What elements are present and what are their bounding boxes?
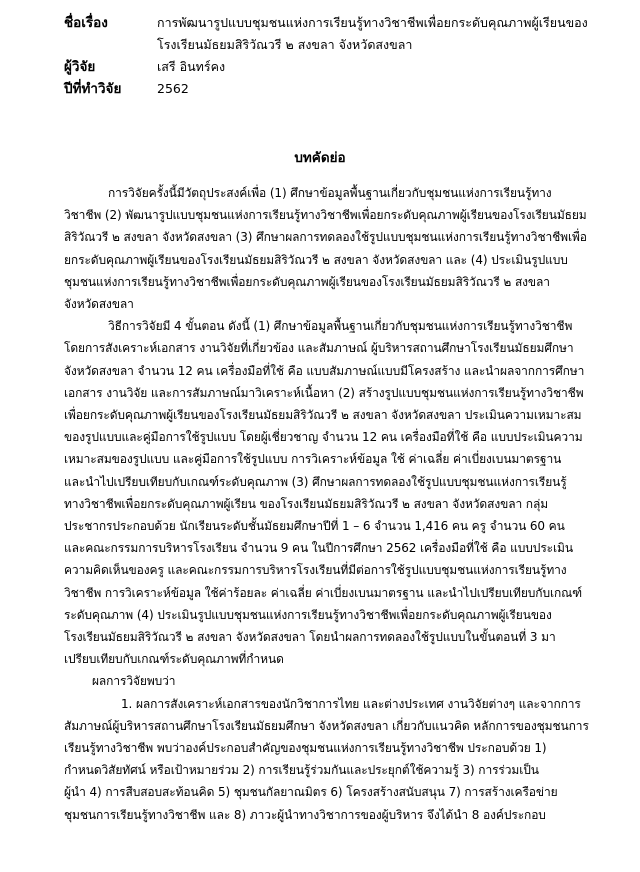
paragraph-line: และคณะกรรมการบริหารโรงเรียน จำนวน 9 คน ในปีการศึกษา 2562 เครื่องมือที่ใช้ คือ แบบประเมิน bbox=[64, 541, 573, 556]
paragraph-line: 1. ผลการสังเคราะห์เอกสารของนักวิชาการไทย และต่างประเทศ งานวิจัยต่างๆ และจากการ bbox=[121, 696, 581, 711]
title-row bbox=[64, 12, 624, 56]
research-title bbox=[157, 12, 624, 56]
paragraph-line: กำหนดวิสัยทัศน์ หรือเป้าหมายร่วม 2) การเรียนรู้ร่วมกันและประยุกต์ใช้ความรู้ 3) การร่วมเป็น bbox=[64, 763, 539, 778]
paragraph-line: โดยการสังเคราะห์เอกสาร งานวิจัยที่เกี่ยวข้อง และสัมภาษณ์ ผู้บริหารสถานศึกษาโรงเรียนมัธยมศึกษา bbox=[64, 341, 574, 356]
paragraph-line: จังหวัดสงขลา bbox=[64, 297, 134, 312]
paragraph-line: ของรูปแบบและคู่มือการใช้รูปแบบ โดยผู้เชี่ยวชาญ จำนวน 12 คน เครื่องมือที่ใช้ คือ แบบประเมินความ bbox=[64, 430, 583, 445]
paragraph-line: เพื่อยกระดับคุณภาพผู้เรียนของโรงเรียนมัธยมสิริวัณวรี ๒ สงขลา จังหวัดสงขลา ประเมินความเหมาะสม bbox=[64, 408, 582, 423]
researcher-label: ผู้วิจัย bbox=[64, 59, 96, 75]
paragraph-line: ระดับคุณภาพ (4) ประเมินรูปแบบชุมชนแห่งการเรียนรู้ทางวิชาชีพเพื่อยกระดับคุณภาพผู้เรียนของ bbox=[64, 607, 552, 622]
paragraph-line: จังหวัดสงขลา จำนวน 12 คน เครื่องมือที่ใช้ คือ แบบสัมภาษณ์แบบมีโครงสร้าง และนำผลจากการศึกษา bbox=[64, 363, 585, 378]
paragraph-line: ชุมชนการเรียนรู้ทางวิชาชีพ และ 8) ภาวะผู้นำทางวิชาการของผู้บริหาร จึงได้นำ 8 องค์ประกอบ bbox=[64, 807, 546, 822]
year-row bbox=[64, 78, 624, 100]
paragraph-line: ยกระดับคุณภาพผู้เรียนของโรงเรียนมัธยมสิริวัณวรี ๒ สงขลา จังหวัดสงขลา และ (4) ประเมินรูปแบบ bbox=[64, 252, 568, 267]
research-year: 2562 bbox=[157, 81, 189, 96]
paragraph-line: ผู้นำ 4) การสืบสอบสะท้อนคิด 5) ชุมชนกัลยาณมิตร 6) โครงสร้างสนับสนุน 7) การสร้างเครือข่าย bbox=[64, 785, 558, 800]
paragraph-line: การวิจัยครั้งนี้มีวัตถุประสงค์เพื่อ (1) ศึกษาข้อมูลพื้นฐานเกี่ยวกับชุมชนแห่งการเรียนรู้ทาง bbox=[108, 186, 552, 200]
abstract-heading: บทคัดย่อ bbox=[294, 150, 346, 166]
paragraph-line: สัมภาษณ์ผู้บริหารสถานศึกษาโรงเรียนมัธยมศึกษา จังหวัดสงขลา เกี่ยวกับแนวคิด หลักการของชุมชนการ bbox=[64, 718, 589, 733]
abstract-body bbox=[64, 182, 589, 826]
paragraph-line: เปรียบเทียบกับเกณฑ์ระดับคุณภาพที่กำหนด bbox=[64, 652, 284, 667]
paragraph-line: วิชาชีพ (2) พัฒนารูปแบบชุมชนแห่งการเรียนรู้ทางวิชาชีพเพื่อยกระดับคุณภาพผู้เรียนของโรงเรียนมัธยม bbox=[64, 208, 587, 223]
researcher-row bbox=[64, 56, 624, 78]
year-label: ปีที่ทำวิจัย bbox=[64, 81, 122, 97]
research-metadata bbox=[64, 12, 624, 100]
paragraph-line: ชุมชนแห่งการเรียนรู้ทางวิชาชีพเพื่อยกระดับคุณภาพผู้เรียนของโรงเรียนมัธยมสิริวัณวรี ๒ สงขลา bbox=[64, 274, 550, 289]
paragraph-line: ประชากรประกอบด้วย นักเรียนระดับชั้นมัธยมศึกษาปีที่ 1 – 6 จำนวน 1,416 คน ครู จำนวน 60 คน bbox=[64, 519, 565, 534]
paragraph-line: เหมาะสมของรูปแบบ และคู่มือการใช้รูปแบบ การวิเคราะห์ข้อมูล ใช้ ค่าเฉลี่ย ค่าเบี่ยงเบนมาตรฐาน bbox=[64, 452, 562, 467]
research-title-line: การพัฒนารูปแบบชุมชนแห่งการเรียนรู้ทางวิชาชีพเพื่อยกระดับคุณภาพผู้เรียนของ bbox=[157, 15, 588, 30]
paragraph-line: ความคิดเห็นของครู และคณะกรรมการบริหารโรงเรียนที่มีต่อการใช้รูปแบบชุมชนแห่งการเรียนรู้ทาง bbox=[64, 563, 567, 578]
paragraph-line: ทางวิชาชีพเพื่อยกระดับคุณภาพผู้เรียน ของโรงเรียนมัธยมสิริวัณวรี ๒ สงขลา จังหวัดสงขลา กลุ่ม bbox=[64, 496, 549, 511]
title-label: ชื่อเรื่อง bbox=[64, 15, 108, 31]
researcher-name: เสรี อินทร์คง bbox=[157, 59, 226, 74]
results-heading: ผลการวิจัยพบว่า bbox=[92, 674, 176, 689]
paragraph-line: วิธีการวิจัยมี 4 ขั้นตอน ดังนี้ (1) ศึกษาข้อมูลพื้นฐานเกี่ยวกับชุมชนแห่งการเรียนรู้ทางวิชาชีพ bbox=[108, 319, 573, 334]
research-title-line: โรงเรียนมัธยมสิริวัณวรี ๒ สงขลา จังหวัดสงขลา bbox=[157, 37, 413, 52]
results-paragraph bbox=[64, 693, 589, 826]
paragraph-line: สิริวัณวรี ๒ สงขลา จังหวัดสงขลา (3) ศึกษาผลการทดลองใช้รูปแบบชุมชนแห่งการเรียนรู้ทางวิชาชีพเพื่อ bbox=[64, 230, 587, 245]
paragraph-line: วิชาชีพ การวิเคราะห์ข้อมูล ใช้ค่าร้อยละ ค่าเฉลี่ย ค่าเบี่ยงเบนมาตรฐาน และนำไปเปรียบเทียบกับเกณฑ์ bbox=[64, 585, 583, 600]
paragraph-line: โรงเรียนมัธยมสิริวัณวรี ๒ สงขลา จังหวัดสงขลา โดยนำผลการทดลองใช้รูปแบบในขั้นตอนที่ 3 มา bbox=[64, 630, 556, 645]
methods-paragraph bbox=[64, 315, 584, 670]
objectives-paragraph bbox=[64, 182, 587, 315]
paragraph-line: เรียนรู้ทางวิชาชีพ พบว่าองค์ประกอบสำคัญของชุมชนแห่งการเรียนรู้ทางวิชาชีพ ประกอบด้วย 1) bbox=[64, 741, 547, 756]
paragraph-line: เอกสาร งานวิจัย และการสัมภาษณ์มาวิเคราะห์เนื้อหา (2) สร้างรูปแบบชุมชนแห่งการเรียนรู้ทางวิชาชีพ bbox=[64, 385, 584, 400]
paragraph-line: และนำไปเปรียบเทียบกับเกณฑ์ระดับคุณภาพ (3) ศึกษาผลการทดลองใช้รูปแบบชุมชนแห่งการเรียนรู้ bbox=[64, 474, 567, 489]
